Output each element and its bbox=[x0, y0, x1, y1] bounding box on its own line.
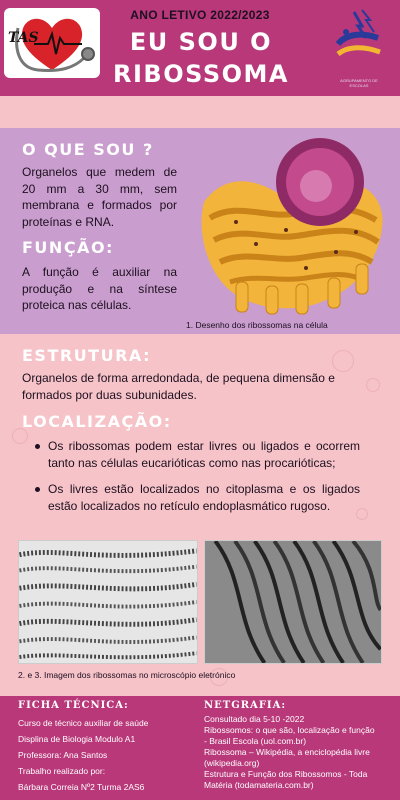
localizacao-list bbox=[32, 438, 360, 524]
netgrafia-link[interactable]: Ribossoma – Wikipédia, a enciclopédia livre bbox=[204, 747, 370, 757]
ribosome-cell-illustration bbox=[196, 132, 392, 318]
list-item: Os livres estão localizados no citoplasma e os ligados estão localizados no retículo endoplasmático rugoso. bbox=[32, 481, 360, 514]
netgrafia-link[interactable]: - Brasil Escola (uol.com.br) bbox=[204, 736, 307, 746]
netgrafia-link[interactable]: Ribossomos: o que são, localização e função bbox=[204, 725, 375, 735]
figure-1-caption: 1. Desenho dos ribossomas na célula bbox=[186, 320, 328, 330]
netgrafia-link[interactable]: Estrutura e Função dos Ribossomos - Toda bbox=[204, 769, 368, 779]
decorative-bubble bbox=[332, 350, 354, 372]
microscope-image-3 bbox=[204, 540, 382, 664]
funcao-text: A função é auxiliar na produção e na síntese proteica nas células. bbox=[22, 265, 177, 312]
netgrafia-link[interactable]: Matéria (todamateria.com.br) bbox=[204, 780, 314, 790]
title-line-1: EU SOU O bbox=[129, 28, 273, 56]
tas-logo-text: TAS bbox=[8, 30, 39, 46]
list-item: Os ribossomas podem estar livres ou ligados e ocorrem tanto nas células eucarióticas como nas procarióticas; bbox=[32, 438, 360, 471]
o-que-sou-text: Organelos que medem de 20 mm a 30 mm, sem membrana e formados por proteínas e RNA. bbox=[22, 165, 177, 229]
page-title bbox=[96, 26, 306, 90]
title-line-2: RIBOSSOMA bbox=[113, 60, 289, 88]
footer-banner bbox=[0, 696, 400, 800]
figure-2-3-caption: 2. e 3. Imagem dos ribossomas no microscópio eletrónico bbox=[18, 670, 236, 680]
netgrafia-heading: NETGRAFIA: bbox=[204, 700, 287, 711]
ficha-line: Bárbara Correia Nº2 Turma 2AS6 bbox=[18, 782, 145, 792]
ficha-line: Trabalho realizado por: bbox=[18, 766, 106, 776]
ficha-line: Professora: Ana Santos bbox=[18, 750, 108, 760]
school-logo bbox=[332, 4, 386, 90]
funcao-heading: FUNÇÃO: bbox=[22, 238, 114, 257]
school-year: ANO LETIVO 2022/2023 bbox=[130, 8, 270, 22]
ficha-line: Displina de Biologia Modulo A1 bbox=[18, 734, 136, 744]
estrutura-text: Organelos de forma arredondada, de pequena dimensão e formados por duas subunidades. bbox=[22, 371, 335, 402]
localizacao-heading: LOCALIZAÇÃO: bbox=[22, 412, 172, 431]
tas-logo bbox=[4, 8, 100, 78]
ficha-tecnica-heading: FICHA TÉCNICA: bbox=[18, 700, 129, 711]
estrutura-heading: ESTRUTURA: bbox=[22, 346, 151, 365]
netgrafia-line: Consultado dia 5-10 -2022 bbox=[204, 714, 305, 724]
microscope-image-2 bbox=[18, 540, 198, 664]
header-banner bbox=[0, 0, 400, 96]
school-logo-text: AGRUPAMENTO DE ESCOLAS bbox=[340, 78, 378, 88]
o-que-sou-heading: O QUE SOU ? bbox=[22, 140, 154, 159]
school-emblem-icon bbox=[332, 4, 386, 76]
ficha-line: Curso de técnico auxiliar de saúde bbox=[18, 718, 149, 728]
netgrafia-link[interactable]: (wikipedia.org) bbox=[204, 758, 260, 768]
